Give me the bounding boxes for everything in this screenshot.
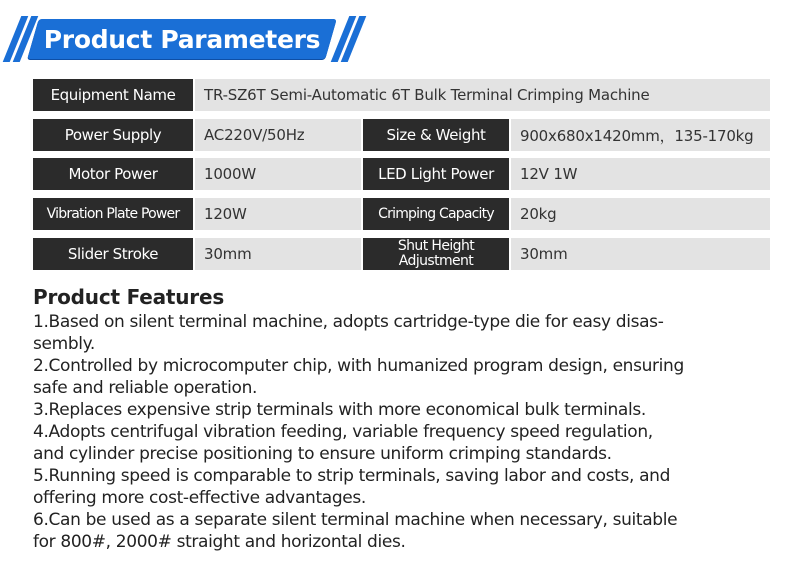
param-label-equipment-name: Equipment Name bbox=[33, 79, 193, 111]
table-row bbox=[33, 198, 770, 230]
features-title: Product Features bbox=[33, 285, 225, 309]
param-label-motor-power: Motor Power bbox=[33, 158, 193, 190]
table-row bbox=[33, 238, 770, 270]
table-row bbox=[33, 79, 770, 111]
feature-line: sembly. bbox=[33, 334, 95, 354]
list-item bbox=[33, 355, 773, 399]
feature-line: safe and reliable operation. bbox=[33, 378, 258, 398]
param-label-slider-stroke: Slider Stroke bbox=[33, 238, 193, 270]
param-label-line: Adjustment bbox=[398, 253, 474, 269]
param-value-crimping-capacity: 20kg bbox=[511, 198, 770, 230]
param-value-size-weight: 900x680x1420mm，135-170kg bbox=[511, 119, 770, 151]
feature-line: 3.Replaces expensive strip terminals with more economical bulk terminals. bbox=[33, 400, 646, 420]
param-label-crimping-capacity: Crimping Capacity bbox=[363, 198, 509, 230]
feature-list bbox=[33, 311, 773, 553]
param-label-shut-height-adjustment bbox=[363, 238, 509, 270]
table-row bbox=[33, 119, 770, 151]
section-header-banner bbox=[0, 16, 370, 62]
page-title: Product Parameters bbox=[43, 24, 321, 54]
param-label-line: Shut Height bbox=[397, 238, 475, 254]
param-value-shut-height-adjustment: 30mm bbox=[511, 238, 770, 270]
list-item bbox=[33, 311, 773, 355]
param-value-power-supply: AC220V/50Hz bbox=[195, 119, 361, 151]
feature-line: 6.Can be used as a separate silent terminal machine when necessary, suitable bbox=[33, 510, 678, 530]
feature-line: 4.Adopts centrifugal vibration feeding, variable frequency speed regulation, bbox=[33, 422, 653, 442]
param-value-equipment-name: TR-SZ6T Semi-Automatic 6T Bulk Terminal Crimping Machine bbox=[195, 79, 770, 111]
param-label-size-weight: Size & Weight bbox=[363, 119, 509, 151]
feature-line: 2.Controlled by microcomputer chip, with humanized program design, ensuring bbox=[33, 356, 684, 376]
feature-line: 1.Based on silent terminal machine, adopts cartridge-type die for easy disas- bbox=[33, 312, 664, 332]
feature-line: and cylinder precise positioning to ensure uniform crimping standards. bbox=[33, 444, 612, 464]
param-value-vibration-plate-power: 120W bbox=[195, 198, 361, 230]
list-item bbox=[33, 421, 773, 465]
list-item bbox=[33, 509, 773, 553]
param-value-motor-power: 1000W bbox=[195, 158, 361, 190]
param-label-led-light-power: LED Light Power bbox=[363, 158, 509, 190]
param-value-led-light-power: 12V 1W bbox=[511, 158, 770, 190]
param-value-slider-stroke: 30mm bbox=[195, 238, 361, 270]
feature-line: 5.Running speed is comparable to strip terminals, saving labor and costs, and bbox=[33, 466, 671, 486]
feature-line: offering more cost-effective advantages. bbox=[33, 488, 366, 508]
list-item bbox=[33, 399, 773, 421]
feature-line: for 800#, 2000# straight and horizontal dies. bbox=[33, 532, 406, 552]
list-item bbox=[33, 465, 773, 509]
param-label-power-supply: Power Supply bbox=[33, 119, 193, 151]
table-row bbox=[33, 158, 770, 190]
param-label-vibration-plate-power: Vibration Plate Power bbox=[33, 198, 193, 230]
